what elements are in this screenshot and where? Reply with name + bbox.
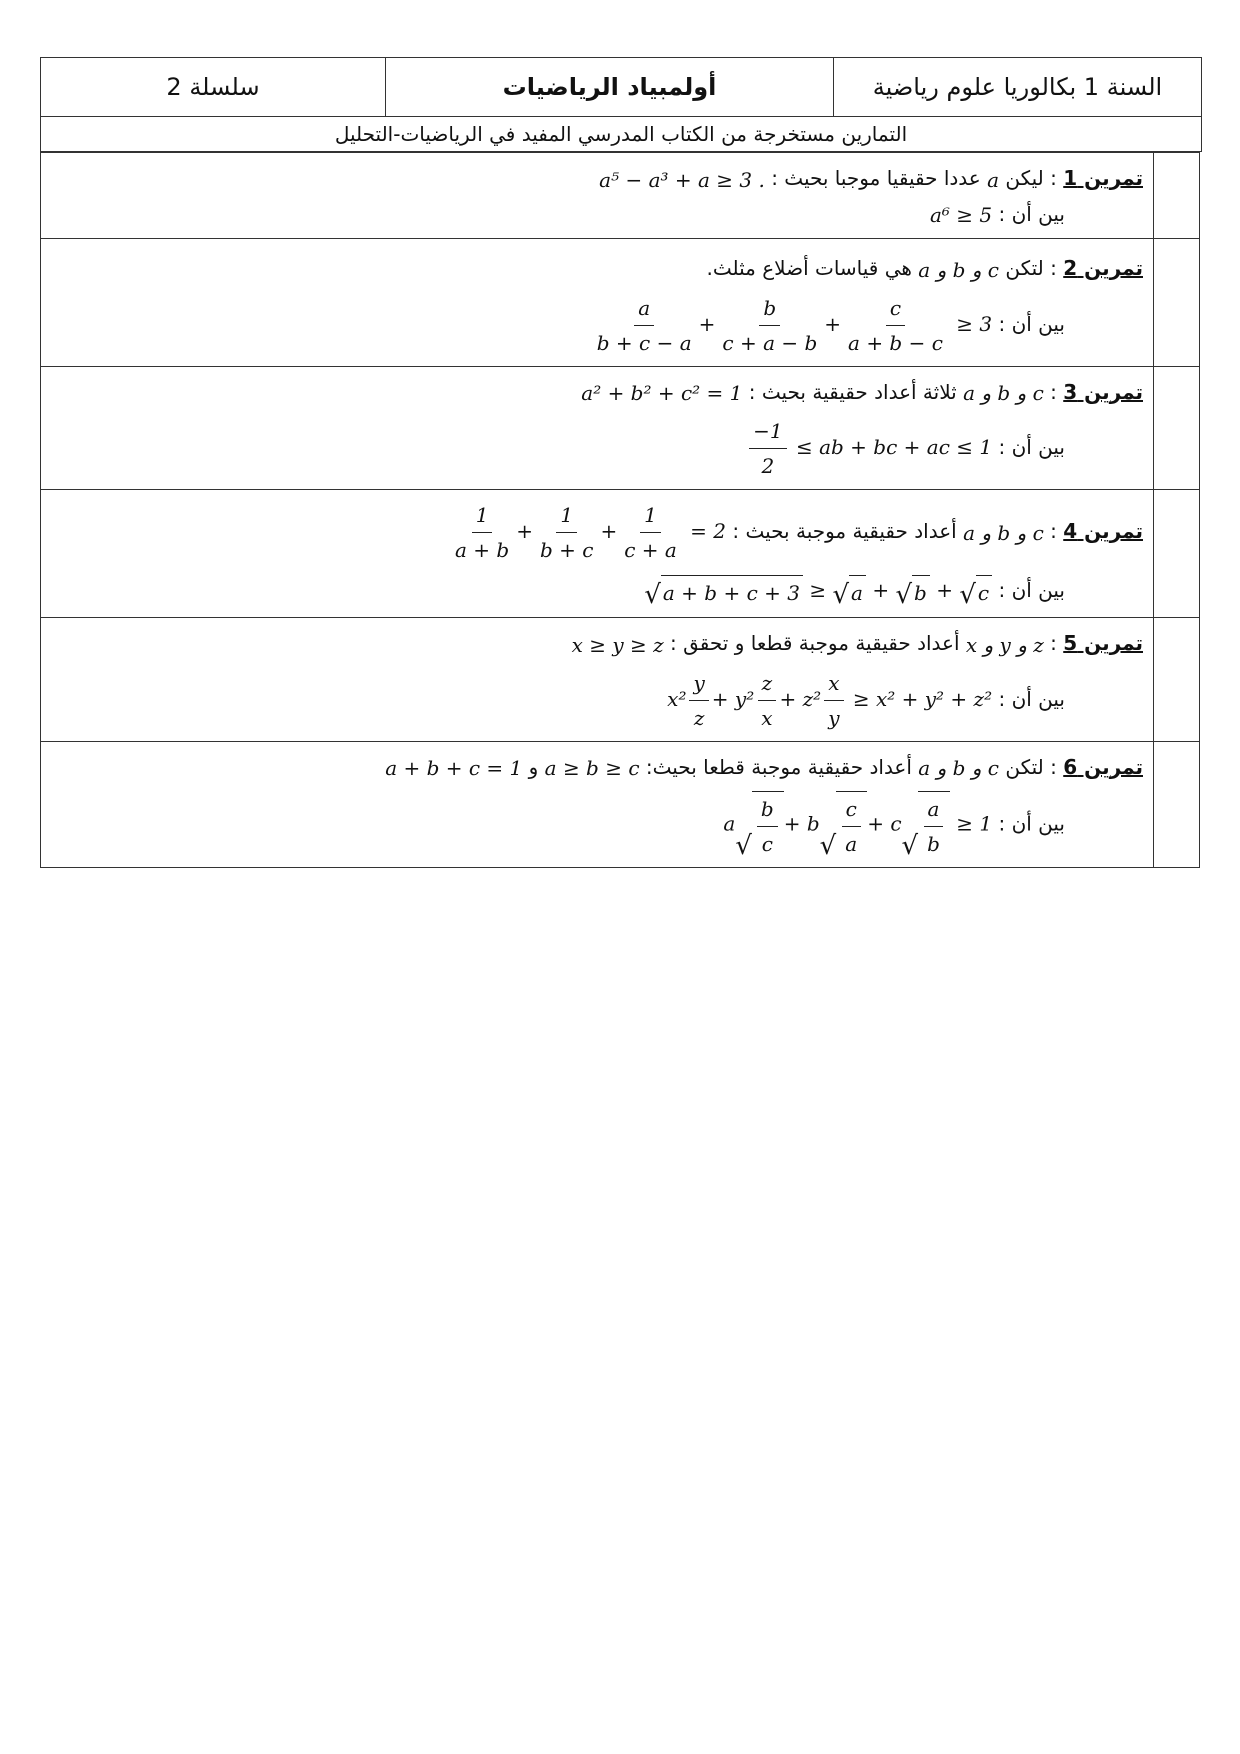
fraction: $\frac{1}{c + a}$ (620, 500, 681, 565)
math-vars: x و y و z (965, 632, 1044, 657)
square-root: √ $\frac{a}{b}$ (902, 791, 950, 859)
exercise-3: تمرين 3 : a و b و c ثلاثة أعداد حقيقية بحيث : a² + b² + c² = 1 بين أن : $\frac{-1}{2}$ ≤ ab + bc + ac ≤ 1 (41, 366, 1154, 490)
math-prove: √ a + b + c + 3 ≥ √ a + √ b + √ c (644, 575, 992, 608)
margin-cell (1154, 741, 1200, 868)
prove-label: بين أن : (998, 686, 1065, 711)
math-vars: a و b و c (963, 520, 1044, 545)
exercise-label: تمرين 5 (1063, 631, 1143, 655)
fraction: $\frac{b}{c + a - b}$ (718, 293, 821, 358)
exercise-text: : لتكن (1005, 754, 1057, 779)
margin-cell (1154, 618, 1200, 742)
class-label: السنة 1 بكالوريا علوم رياضية (872, 73, 1163, 101)
exercise-label: تمرين 3 (1063, 379, 1143, 404)
exercise-text: : ليكن (1005, 166, 1057, 190)
prove-label: بين أن : (998, 578, 1065, 602)
math-condition: a ≥ b ≥ c (544, 756, 640, 780)
math-prove: a⁶ ≥ 5 (929, 203, 993, 227)
math-prove: $\frac{a}{b + c - a}$ + $\frac{b}{c + a - b}$ + $\frac{c}{a + b - c}$ ≥ 3 (590, 293, 992, 358)
exercise-4: تمرين 4 : a و b و c أعداد حقيقية موجبة بحيث : $\frac{1}{a + b}$ + $\frac{1}{b + c}$ + $\frac{1}{c + a}$ = 2 بين أن : √ a + b + c + 3 ≥ √ a + √ b + √ c (41, 490, 1154, 618)
margin-cell (1154, 153, 1200, 239)
series-label: سلسلة 2 (166, 73, 260, 101)
fraction: $\frac{c}{a + b - c}$ (844, 293, 947, 358)
math-prove: $\frac{-1}{2}$ ≤ ab + bc + ac ≤ 1 (746, 416, 992, 481)
fraction: $\frac{b}{c}$ (757, 794, 778, 859)
exercise-text: أعداد حقيقية موجبة قطعا و تحقق : (669, 631, 960, 655)
exercise-text: ثلاثة أعداد حقيقية بحيث : (748, 379, 957, 404)
square-root: √ a (832, 575, 866, 608)
math-condition: $\frac{1}{a + b}$ + $\frac{1}{b + c}$ + $\frac{1}{c + a}$ = 2 (448, 500, 726, 565)
fraction: $\frac{y}{z}$ (689, 668, 708, 733)
title-cell (386, 58, 834, 117)
prove-label: بين أن : (998, 201, 1065, 226)
header-table (40, 57, 1202, 152)
page-title: أولمبياد الرياضيات (502, 73, 717, 101)
math-vars: a و b و c (918, 257, 1000, 282)
math-prove: x² $\frac{y}{z}$ + y² $\frac{z}{x}$ + z² $\frac{x}{y}$ ≥ x² + y² + z² (667, 668, 992, 733)
square-root: √ c (959, 575, 992, 608)
fraction: $\frac{a}{b + c - a}$ (593, 293, 696, 358)
square-root: √ $\frac{b}{c}$ (735, 791, 783, 859)
prove-label: بين أن : (998, 311, 1065, 336)
exercise-2 (41, 239, 1154, 367)
source-cell (41, 117, 1202, 152)
exercise-label: تمرين 1 (1063, 166, 1143, 190)
exercise-1 (41, 153, 1154, 239)
exercise-text: أعداد حقيقية موجبة قطعا بحيث: (645, 754, 912, 779)
exercise-label: تمرين 4 (1063, 519, 1143, 543)
fraction: $\frac{z}{x}$ (757, 668, 776, 733)
exercise-5: تمرين 5 : x و y و z أعداد حقيقية موجبة قطعا و تحقق : x ≥ y ≥ z بين أن : x² $\frac{y}{z}$ + y² $\frac{z}{x}$ + z² $\frac{x}{y}$ ≥ x² + y² + z² (41, 618, 1154, 742)
exercise-text: أعداد حقيقية موجبة بحيث : (732, 519, 957, 543)
fraction: $\frac{c}{a}$ (841, 794, 861, 859)
exercise-text: هي قياسات أضلاع مثلث. (706, 256, 912, 280)
margin-cell (1154, 366, 1200, 490)
exercise-text: : لتكن (1005, 256, 1057, 280)
math-condition: a⁵ − a³ + a ≥ 3 . (599, 167, 765, 192)
fraction: $\frac{a}{b}$ (923, 794, 944, 859)
math-var: a (987, 167, 1000, 192)
fraction: $\frac{-1}{2}$ (749, 416, 786, 481)
exercise-label: تمرين 2 (1063, 256, 1143, 280)
prove-label: بين أن : (998, 435, 1065, 459)
math-condition: a² + b² + c² = 1 (581, 381, 743, 405)
fraction: $\frac{1}{b + c}$ (536, 500, 597, 565)
exercise-row (41, 618, 1200, 742)
exercise-row (41, 741, 1200, 868)
source-note: التمارين مستخرجة من الكتاب المدرسي المفيد في الرياضيات-التحليل (334, 122, 908, 146)
worksheet (40, 57, 1200, 868)
math-vars: a و b و c (963, 381, 1044, 405)
margin-cell (1154, 490, 1200, 618)
fraction: $\frac{x}{y}$ (824, 668, 843, 733)
math-vars: a و b و c (918, 756, 1000, 780)
exercise-row (41, 153, 1200, 239)
exercise-text: عددا حقيقيا موجبا بحيث : (771, 166, 981, 190)
math-condition: a + b + c = 1 (385, 756, 523, 780)
square-root: √ a + b + c + 3 (644, 575, 803, 608)
square-root: √ $\frac{c}{a}$ (820, 791, 868, 859)
math-prove: a √ $\frac{b}{c}$ + b √ $\frac{c}{a}$ + c √ $\frac{a}{b}$ ≥ 1 (723, 791, 992, 859)
exercises-table (40, 152, 1200, 868)
fraction: $\frac{1}{a + b}$ (451, 500, 513, 565)
conjunction: و (528, 754, 539, 779)
exercise-row (41, 490, 1200, 618)
class-cell (834, 58, 1202, 117)
series-cell (41, 58, 386, 117)
exercise-row (41, 239, 1200, 367)
margin-cell (1154, 239, 1200, 367)
square-root: √ b (895, 575, 929, 608)
prove-label: بين أن : (998, 811, 1065, 836)
exercise-label: تمرين 6 (1063, 754, 1143, 779)
math-condition: x ≥ y ≥ z (571, 632, 664, 657)
exercise-row (41, 366, 1200, 490)
exercise-6 (41, 741, 1154, 868)
